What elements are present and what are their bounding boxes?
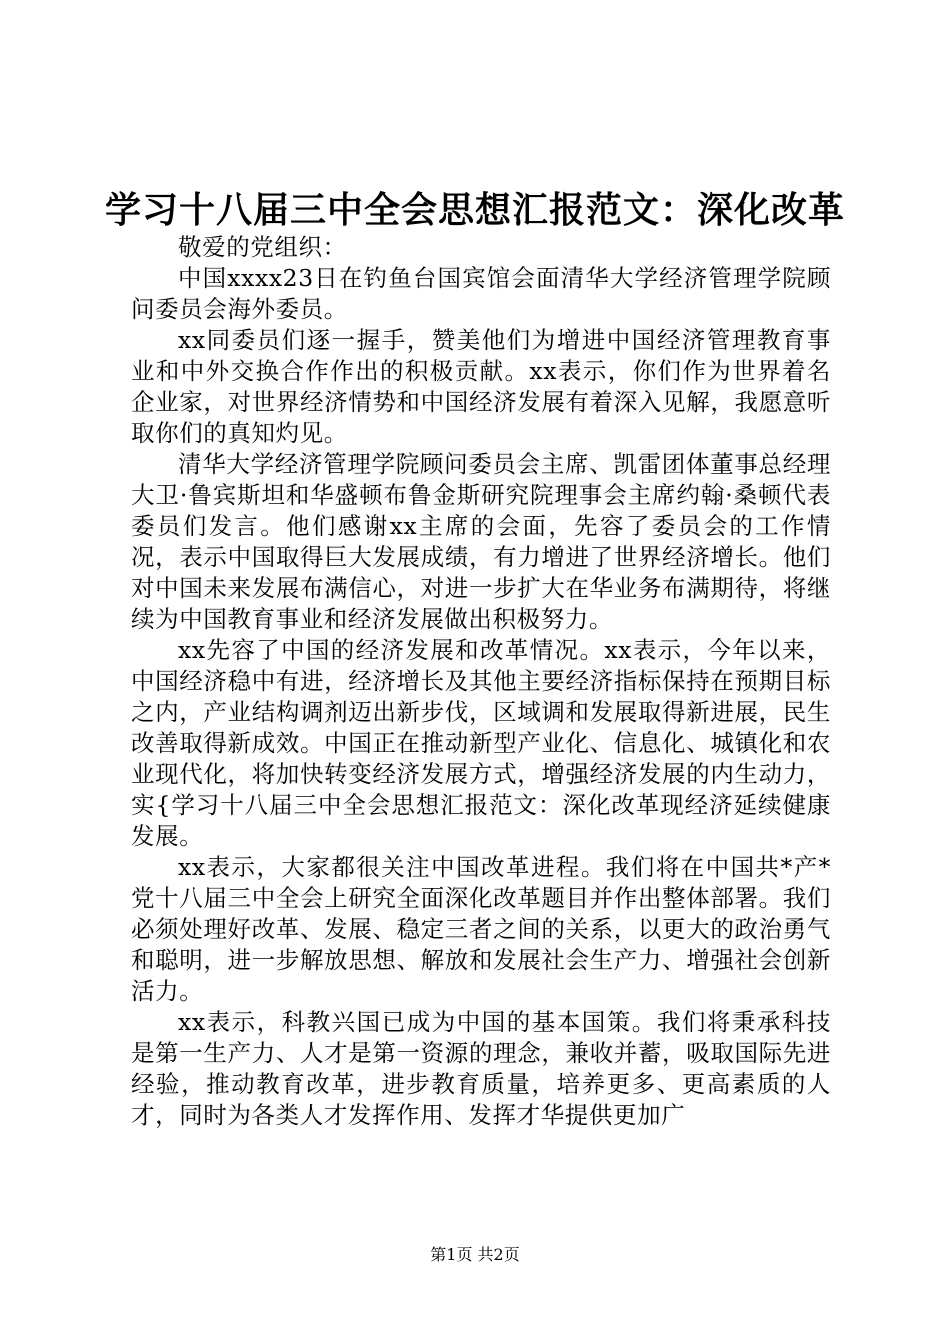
salutation: 敬爱的党组织： <box>178 233 347 261</box>
document-title: 学习十八届三中全会思想汇报范文：深化改革 <box>104 189 845 231</box>
body-paragraph: 中国xxxx23日在钓鱼台国宾馆会面清华大学经济管理学院顾问委员会海外委员。 <box>131 264 831 323</box>
body-paragraph: xx同委员们逐一握手，赞美他们为增进中国经济管理教育事业和中外交换合作作出的积极贡献。xx表示，你们作为世界着名企业家，对世界经济情势和中国经济发展有着深入见解，我愿意听取你们的真知灼见。 <box>131 326 831 447</box>
body-paragraph: xx表示，大家都很关注中国改革进程。我们将在中国共*产*党十八届三中全会上研究全面深化改革题目并作出整体部署。我们必须处理好改革、发展、稳定三者之间的关系，以更大的政治勇气和聪明，进一步解放思想、解放和发展社会生产力、增强社会创新活力。 <box>131 853 831 1005</box>
body-paragraph: xx先容了中国的经济发展和改革情况。xx表示，今年以来，中国经济稳中有进，经济增长及其他主要经济指标保持在预期目标之内，产业结构调剂迈出新步伐，区域调和发展取得新进展，民生改善取得新成效。中国正在推动新型产业化、信息化、城镇化和农业现代化，将加快转变经济发展方式，增强经济发展的内生动力，实{学习十八届三中全会思想汇报范文：深化改革现经济延续健康发展。 <box>131 636 831 850</box>
page-number-footer: 第1页 共2页 <box>430 1245 520 1264</box>
document-body <box>131 232 831 1131</box>
body-paragraph: 清华大学经济管理学院顾问委员会主席、凯雷团体董事总经理大卫·鲁宾斯坦和华盛顿布鲁金斯研究院理事会主席约翰·桑顿代表委员们发言。他们感谢xx主席的会面，先容了委员会的工作情况，表示中国取得巨大发展成绩，有力增进了世界经济增长。他们对中国未来发展布满信心，对进一步扩大在华业务布满期待，将继续为中国教育事业和经济发展做出积极努力。 <box>131 450 831 633</box>
body-paragraph: xx表示，科教兴国已成为中国的基本国策。我们将秉承科技是第一生产力、人才是第一资源的理念，兼收并蓄，吸取国际先进经验，推动教育改革，进步教育质量，培养更多、更高素质的人才，同时为各类人才发挥作用、发挥才华提供更加广 <box>131 1008 831 1129</box>
